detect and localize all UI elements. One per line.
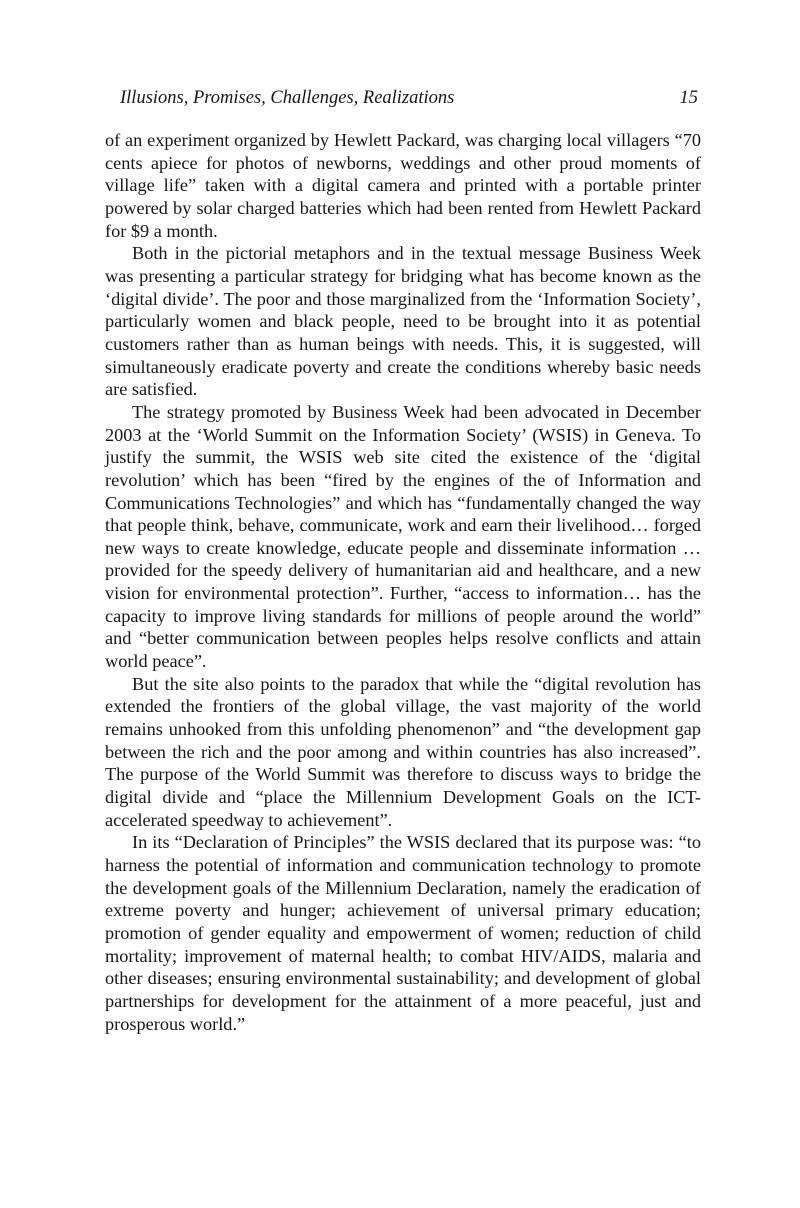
- running-header: [120, 86, 698, 110]
- page-number: 15: [679, 88, 698, 108]
- running-title: Illusions, Promises, Challenges, Realizations: [120, 88, 455, 108]
- paragraph-business-week: Both in the pictorial metaphors and in the textual message Business Week was presenting a particular strategy for bridging what has become known as the ‘digital divide’. The poor and those marginalized from the ‘Information Society’, particularly women and black people, need to be brought into it as potential customers rather than as human beings with needs. This, it is suggested, will simultaneously eradicate poverty and create the conditions whereby basic needs are satisfied.: [105, 243, 701, 400]
- paragraph-paradox: But the site also points to the paradox that while the “digital revolution has extended the frontiers of the global village, the vast majority of the world remains unhooked from this unfolding phenomenon” and “the development gap between the rich and the poor among and within countries has also increased”. The purpose of the World Summit was therefore to discuss ways to bridge the digital divide and “place the Millennium Development Goals on the ICT-accelerated speedway to achievement”.: [105, 673, 701, 830]
- body-text: [105, 129, 701, 1035]
- paragraph-wsis-summit: The strategy promoted by Business Week had been advocated in December 2003 at the ‘World Summit on the Information Society’ (WSIS) in Geneva. To justify the summit, the WSIS web site cited the existence of the ‘digital revolution’ which has been “fired by the engines of the of Information and Communications Technologies” and which has “fundamentally changed the way that people think, behave, communicate, work and earn their livelihood… forged new ways to create knowledge, educate people and disseminate information … provided for the speedy delivery of humanitarian aid and healthcare, and a new vision for environmental protection”. Further, “access to information… has the capacity to improve living standards for millions of people around the world” and “better communication between peoples helps resolve conflicts and attain world peace”.: [105, 401, 701, 672]
- paragraph-continuation: of an experiment organized by Hewlett Packard, was charging local villagers “70 cents apiece for photos of newborns, weddings and other proud moments of village life” taken with a digital camera and printed with a portable printer powered by solar charged batteries which had been rented from Hewlett Packard for $9 a month.: [105, 130, 701, 241]
- paragraph-declaration: In its “Declaration of Principles” the WSIS declared that its purpose was: “to harness the potential of information and communication technology to promote the development goals of the Millennium Declaration, namely the eradication of extreme poverty and hunger; achievement of universal primary education; promotion of gender equality and empowerment of women; reduction of child mortality; improvement of maternal health; to combat HIV/AIDS, malaria and other diseases; ensuring environmental sustainability; and development of global partnerships for development for the attainment of a more peaceful, just and prosperous world.”: [105, 832, 701, 1034]
